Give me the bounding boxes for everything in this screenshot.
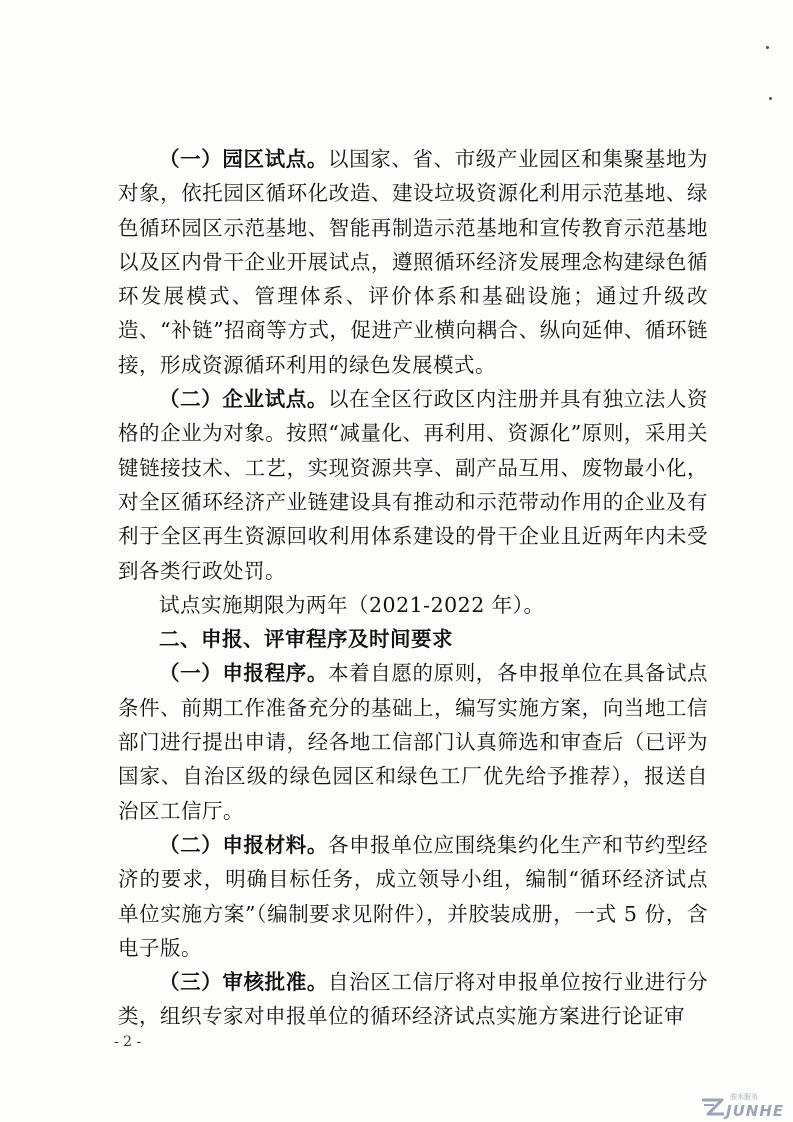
paragraph-lead: （一）申报程序。 [159, 661, 328, 686]
paragraph-lead: （一）园区试点。 [159, 147, 328, 171]
watermark-logo [700, 1094, 788, 1118]
paragraph-pilot-period [118, 588, 708, 622]
document-body [118, 142, 708, 1034]
paragraph-enterprise-pilot [118, 382, 708, 588]
paragraph-application-materials [118, 828, 708, 965]
page-number: - 2 - [114, 1034, 142, 1050]
paragraph-application-procedure [118, 656, 708, 827]
scan-speck [766, 46, 769, 49]
logo-subtext: 骏禾服务 [730, 1093, 758, 1101]
paragraph-text: 以在全区行政区内注册并具有独立法人资格的企业为对象。按照“减量化、再利用、资源化”原则，采用关键链接技术、工艺，实现资源共享、副产品互用、废物最小化，对全区循环经济产业链建设具有推动和示范带动作用的企业及有利于全区再生资源回收利用体系建设的骨干企业且近两年内未受到各类行政处罚。 [118, 387, 709, 583]
paragraph-text: 自治区工信厅将对申报单位按行业进行分类，组织专家对申报单位的循环经济试点实施方案进行论证审 [118, 970, 709, 1029]
paragraph-text: 以国家、省、市级产业园区和集聚基地为对象，依托园区循环化改造、建设垃圾资源化利用示范基地、绿色循环园区示范基地、智能再制造示范基地和宣传教育示范基地以及区内骨干企业开展试点，遵照循环经济发展理念构建绿色循环发展模式、管理体系、评价体系和基础设施；通过升级改造、“补链”招商等方式，促进产业横向耦合、纵向延伸、循环链接，形成资源循环利用的绿色发展模式。 [118, 147, 709, 377]
paragraph-park-pilot [118, 142, 708, 382]
paragraph-text: 本着自愿的原则，各申报单位在具备试点条件、前期工作准备充分的基础上，编写实施方案，向当地工信部门进行提出申请，经各地工信部门认真筛选和审查后（已评为国家、自治区级的绿色园区和绿色工厂优先给予推荐），报送自治区工信厅。 [118, 661, 709, 823]
logo-mark-icon [700, 1096, 726, 1118]
paragraph-text: 试点实施期限为两年（2021-2022 年）。 [159, 592, 545, 617]
section-heading: 二、申报、评审程序及时间要求 [159, 627, 453, 652]
scan-speck [769, 97, 772, 100]
paragraph-review-approval [118, 965, 708, 1034]
logo-text: JUNHE [726, 1102, 785, 1120]
paragraph-text: 各申报单位应围绕集约化生产和节约型经济的要求，明确目标任务，成立领导小组，编制“循环经济试点单位实施方案”（编制要求见附件），并胶装成册，一式 5 份，含电子版。 [118, 832, 709, 960]
paragraph-lead: （二）企业试点。 [159, 387, 328, 412]
paragraph-lead: （三）审核批准。 [159, 970, 328, 995]
paragraph-lead: （二）申报材料。 [159, 832, 328, 857]
